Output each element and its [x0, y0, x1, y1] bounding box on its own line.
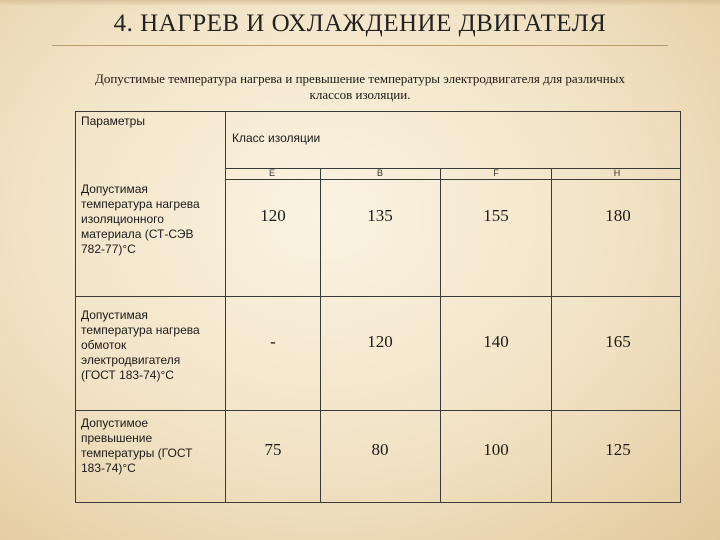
- class-label-e: E: [268, 168, 275, 178]
- grid-line: [320, 168, 321, 502]
- class-label-h: H: [613, 168, 621, 178]
- cell-value: 135: [367, 206, 393, 225]
- cell-value: 100: [483, 440, 509, 459]
- header-params: Параметры: [81, 114, 145, 128]
- insulation-class-table: [75, 111, 681, 503]
- slide-title: 4. НАГРЕВ И ОХЛАЖДЕНИЕ ДВИГАТЕЛЯ: [113, 10, 607, 37]
- row-label-winding-temp: Допустимая температура нагрева обмоток электродвигателя (ГОСТ 183-74)°C: [81, 308, 200, 382]
- cell-value: 80: [371, 440, 389, 459]
- caption-line-1: Допустимые температура нагрева и превышение температуры электродвигателя для различных: [94, 71, 626, 86]
- caption-line-2: классов изоляции.: [309, 87, 411, 102]
- cell-value: 165: [605, 332, 631, 351]
- cell-value: 140: [483, 332, 509, 351]
- cell-value: 155: [483, 206, 509, 225]
- grid-line: [225, 112, 226, 502]
- header-insulation-class: Класс изоляции: [232, 131, 321, 145]
- class-label-f: F: [493, 168, 499, 178]
- cell-value: 75: [264, 440, 282, 459]
- cell-value: 125: [605, 440, 631, 459]
- cell-value: 180: [605, 206, 631, 225]
- grid-line: [225, 179, 680, 180]
- grid-line: [76, 410, 680, 411]
- class-label-b: B: [376, 168, 383, 178]
- row-label-insulation-temp: Допустимая температура нагрева изоляционного материала (СТ-СЭВ 782-77)°C: [81, 182, 200, 256]
- grid-line: [440, 168, 441, 502]
- cell-value: 120: [260, 206, 286, 225]
- row-label-temp-rise: Допустимое превышение температуры (ГОСТ 183-74)°C: [81, 416, 193, 475]
- cell-value: -: [270, 332, 276, 351]
- cell-value: 120: [367, 332, 393, 351]
- grid-line: [551, 168, 552, 502]
- slide-top-shadow: [0, 0, 720, 6]
- grid-line: [76, 296, 680, 297]
- table-caption: [24, 71, 696, 103]
- title-divider: [52, 45, 668, 46]
